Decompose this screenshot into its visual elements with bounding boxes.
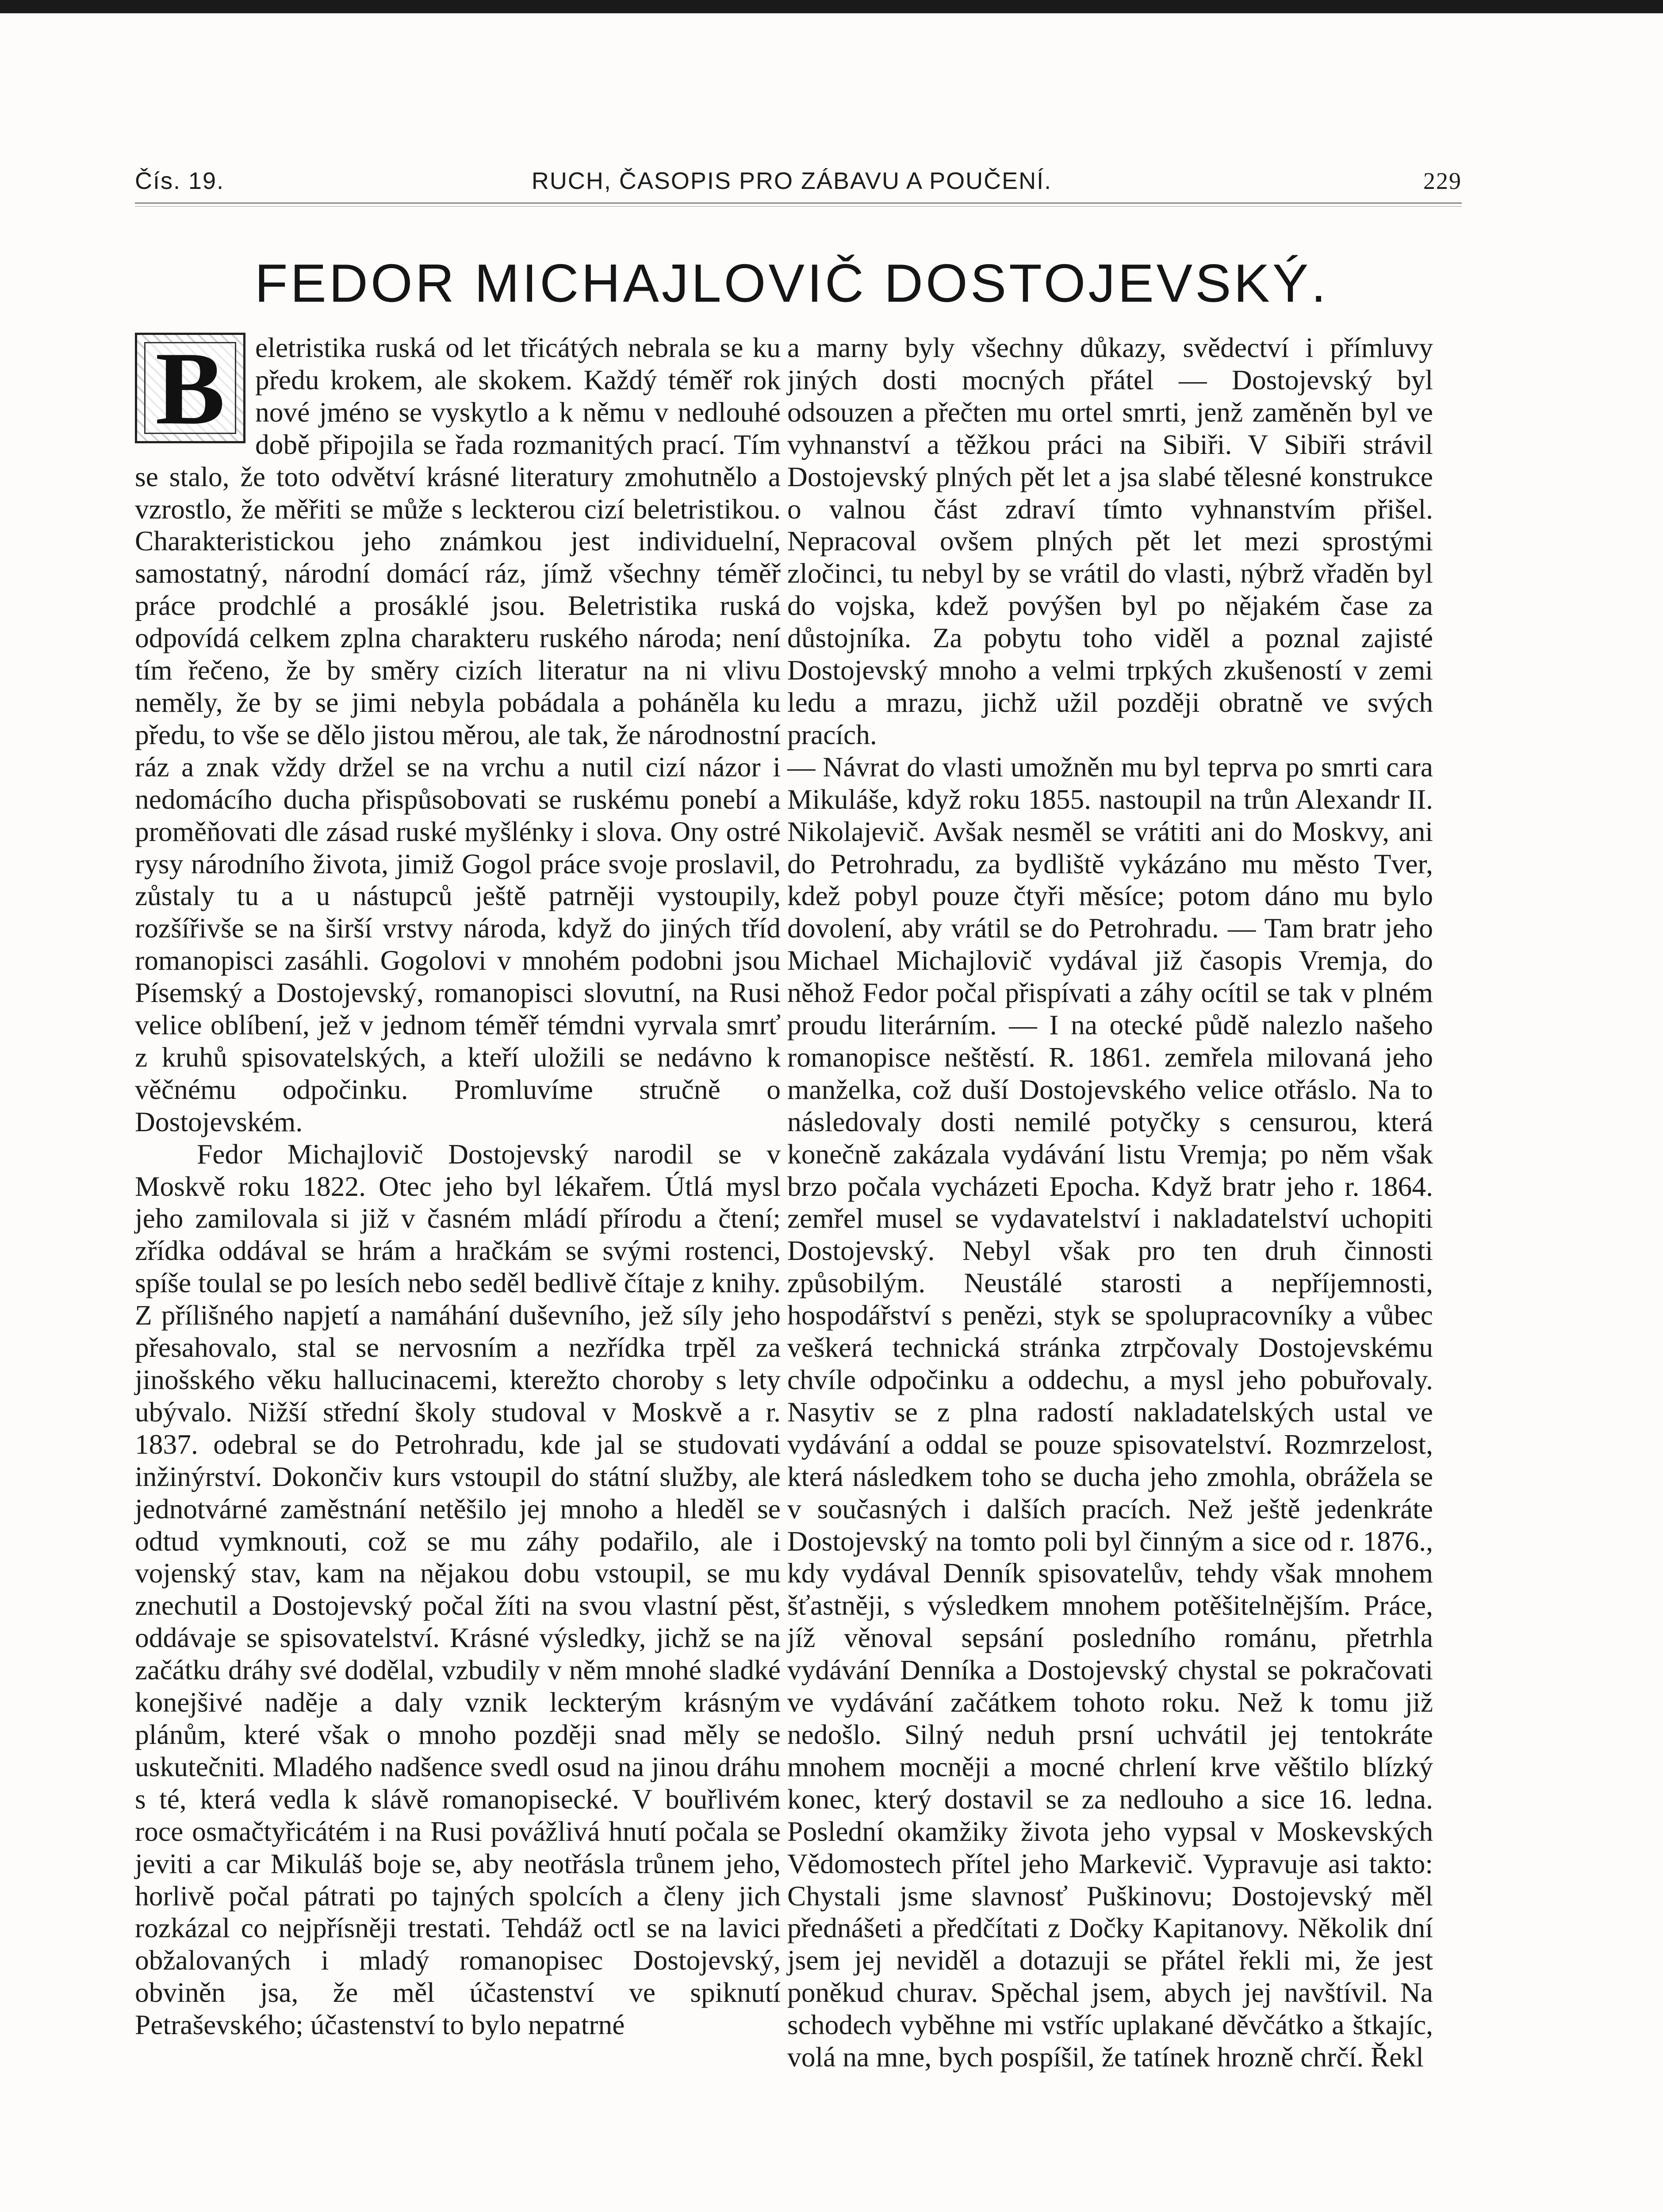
journal-page (117, 164, 1466, 2212)
article-title: FEDOR MICHAJLOVIČ DOSTOJEVSKÝ. (254, 253, 1329, 313)
left-column (135, 332, 781, 2041)
running-header (117, 164, 1466, 199)
paragraph: Fedor Michajlovič Dostojevský narodil se v Moskvě roku 1822. Otec jeho byl lékařem. Útlá mysl jeho zamilovala si již v časném mládí přírodu a čtení; zřídka oddával se hrám a hračkám se svými rostenci, spíše toulal se po lesích nebo seděl bedlivě čítaje z knihy. Z přílišného napjetí a namáhání duševního, jež síly jeho přesahovalo, stal se nervosním a nezřídka trpěl za jinošského věku hallucinacemi, kterežto choroby s lety ubývalo. Nižší střední školy studoval v Moskvě a r. 1837. odebral se do Petrohradu, kde jal se studovati inžinýrství. Dokončiv kurs vstoupil do státní služby, ale jednotvárné zaměstnání netěšilo jej mnoho a hleděl se odtud vymknouti, což se mu záhy podařilo, ale i vojenský stav, kam na nějakou dobu vstoupil, se mu znechutil a Dostojevský počal žíti na svou vlastní pěst, oddávaje se spisovatelství. Krásné výsledky, jichž se na začátku dráhy své dodělal, vzbudily v něm mnohé sladké konejšivé naděje a daly vznik leckterým krásným plánům, které však o mnoho později snad měly se uskutečniti. Mladého nadšence svedl osud na jinou dráhu s té, která vedla k slávě romanopisecké. V bouřlivém roce osmačtyřicátém i na Rusi povážlivá hnutí počala se jeviti a car Mikuláš boje se, aby neotřásla trůnem jeho, horlivě počal pátrati po tajných spolcích a členy jich rozkázal co nejpřísněji trestati. Tehdáž octl se na lavici obžalovaných i mladý romanopisec Dostojevský, obviněn jsa, že měl účastenství ve spiknutí Petraševského; účastenství to bylo nepatrné (135, 1138, 781, 2041)
header-rule (135, 203, 1462, 204)
ornamental-dropcap (135, 331, 245, 446)
paragraph: a marny byly všechny důkazy, svědectví i přímluvy jiných dosti mocných přátel — Dostojevský byl odsouzen a přečten mu ortel smrti, jenž zaměněn byl ve vyhnanství a těžkou práci na Sibiři. V Sibiři strávil Dostojevský plných pět let a jsa slabé tělesné konstrukce o valnou část zdraví tímto vyhnanstvím přišel. Nepracoval ovšem plných pět let mezi sprostými zločinci, tu nebyl by se vrátil do vlasti, nýbrž vřaděn byl do vojska, kdež povýšen byl po nějakém čase za důstojníka. Za pobytu toho viděl a poznal zajisté Dostojevský mnoho a velmi trpkých zkušeností v zemi ledu a mrazu, jichž užil později obratně ve svých pracích. (787, 332, 1433, 750)
page-number: 229 (1423, 168, 1462, 194)
dropcap-letter: B (155, 331, 225, 446)
journal-title: RUCH, ČASOPIS PRO ZÁBAVU A POUČENÍ. (531, 168, 1052, 194)
paragraph: eletristika ruská od let třicátých nebrala se ku předu krokem, ale skokem. Každý téměř rok nové jméno se vyskytlo a k němu v nedlouhé době připojila se řada rozmanitých prací. Tím se stalo, že toto odvětví krásné literatury zmohutnělo a vzrostlo, že měřiti se může s leckterou cizí beletristikou. Charakteristickou jeho známkou jest individuelní, samostatný, národní domácí ráz, jímž všechny téměř práce prodchlé a prosáklé jsou. Beletristika ruská odpovídá celkem zplna charakteru ruského národa; není tím řečeno, že by směry cizích literatur na ni vlivu neměly, že by se jimi nebyla pobádala a poháněla ku předu, to vše se dělo jistou měrou, ale tak, že národnostní ráz a znak vždy držel se na vrchu a nutil cizí názor i nedomácího ducha přispůsobovati se ruskému ponebí a proměňovati dle zásad ruské myšlénky i slova. Ony ostré rysy národního života, jimiž Gogol práce svoje proslavil, zůstaly tu a u nástupců ještě patrněji vystoupily, rozšířivše se na širší vrstvy národa, když do jiných tříd romanopisci zasáhli. Gogolovi v mnohém podobni jsou Písemský a Dostojevský, romanopisci slovutní, na Rusi velice oblíbení, jež v jednom téměř témdni vyrvala smrť z kruhů spisovatelských, a kteří uložili se nedávno k věčnému odpočinku. Promluvíme stručně o Dostojevském. (135, 332, 781, 1137)
scan-border (0, 0, 1663, 13)
paragraph: — Návrat do vlasti umožněn mu byl teprva po smrti cara Mikuláše, když roku 1855. nastoupil na trůn Alexandr II. Nikolajevič. Avšak nesměl se vrátiti ani do Moskvy, ani do Petrohradu, za bydliště vykázáno mu město Tver, kdež pobyl pouze čtyři měsíce; potom dáno mu bylo dovolení, aby vrátil se do Petrohradu. — Tam bratr jeho Michael Michajlovič vydával již časopis Vremja, do něhož Fedor počal přispívati a záhy ocítil se tak v plném proudu literárním. — I na otecké půdě nalezlo našeho romanopisce neštěstí. R. 1861. zemřela milovaná jeho manželka, což duší Dostojevského velice otřáslo. Na to následovaly dosti nemilé potyčky s censurou, která konečně zakázala vydávání listu Vremja; po něm však brzo počala vycházeti Epocha. Když bratr jeho r. 1864. zemřel musel se vydavatelství i nakladatelství uchopiti Dostojevský. Nebyl však pro ten druh činnosti způsobilým. Neustálé starosti a nepříjemnosti, hospodářství s penězi, styk se spolupracovníky a vůbec veškerá technická stránka ztrpčovaly Dostojevskému chvíle odpočinku a oddechu, a mysl jeho pobuřovaly. Nasytiv se z plna radostí nakladatelských ustal ve vydávání a oddal se pouze spisovatelství. Rozmrzelost, která následkem toho se ducha jeho zmohla, obrážela se v současných i dalších pracích. Než ještě jedenkráte Dostojevský na tomto poli byl činným a sice od r. 1876., kdy vydával Denník spisovatelův, tehdy však mnohem šťastněji, s výsledkem mnohem potěšitelnějším. Práce, jíž věnoval sepsání posledního románu, přetrhla vydávání Denníka a Dostojevský chystal se pokračovati ve vydávání začátkem tohoto roku. Než k tomu již nedošlo. Silný neduh prsní uchvátil jej tentokráte mnohem mocněji a mocné chrlení krve věštilo blízký konec, který dostavil se za nedlouho a sice 16. ledna. Poslední okamžiky života jeho vypsal v Moskevských Vědomostech přítel jeho Markevič. Vypravuje asi takto: Chystali jsme slavnosť Puškinovu; Dostojevský měl přednášeti a předčítati z Dočky Kapitanovy. Několik dní jsem jej neviděl a dotazuji se přátel řekli mi, že jest poněkud churav. Spěchal jsem, abych jej navštívil. Na schodech vyběhne mi vstříc uplakané děvčátko a štkajíc, volá na mne, bych pospíšil, že tatínek hrozně chrčí. Řekl (787, 751, 1433, 2073)
issue-number: Čís. 19. (135, 168, 225, 194)
right-column (787, 332, 1433, 2074)
header-rule-thin (135, 206, 1462, 207)
